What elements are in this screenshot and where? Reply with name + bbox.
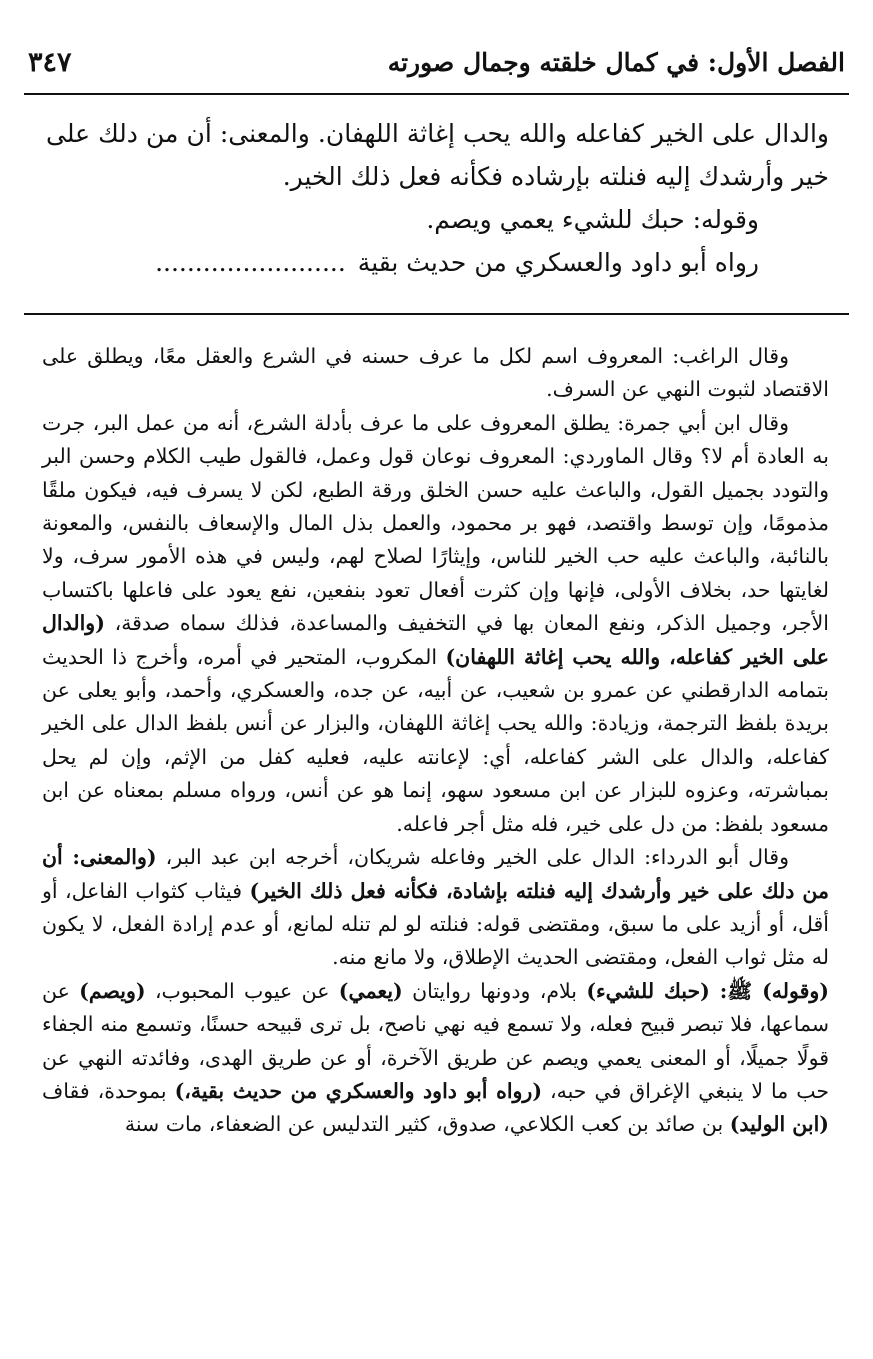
matn-block (46, 112, 829, 284)
page-number: ٣٤٧ (28, 46, 72, 78)
header-divider (24, 93, 849, 95)
commentary-block (42, 340, 829, 1142)
commentary-paragraph: وقال الراغب: المعروف اسم لكل ما عرف حسنه في الشرع والعقل معًا، ويطلق على الاقتصاد لثبوت النهي عن السرف. (42, 344, 829, 402)
commentary-text: بن صائد بن كعب الكلاعي، صدوق، كثير التدليس عن الضعفاء، مات سنة (124, 1112, 730, 1137)
commentary-text: فيثاب كثواب الفاعل، أو أقل، أو أزيد على ما سبق، ومقتضى قوله: فنلته لو لم تنله لمانع، أو عدم إرادة الفعل، لا يكون له مثل ثواب الفعل، ومقتضى الحديث الإطلاق، ولا مانع منه. (42, 878, 829, 970)
matn-line: والدال على الخير كفاعله والله يحب إغاثة اللهفان. والمعنى: أن من دلك على خير وأرشدك إليه فنلته بإرشاده فكأنه فعل ذلك الخير. (46, 119, 829, 191)
quoted-matn: (والمعنى: أن من دلك على خير وأرشدك إليه فنلته بإشادة، فكأنه فعل ذلك الخير) (42, 845, 830, 903)
quoted-matn: (ويصم) (79, 978, 146, 1003)
commentary-paragraph (42, 975, 829, 1142)
quoted-matn: (رواه أبو داود والعسكري من حديث بقية،) (174, 1078, 543, 1103)
commentary-text: وقال ابن أبي جمرة: يطلق المعروف على ما عرف بأدلة الشرع، أنه من عمل البر، جرت به العادة أم لا؟ وقال الماوردي: المعروف نوعان قول وعمل، فالقول طيب الكلام وحسن البر والتودد بجميل القول، والباعث عليه حسن الخلق ورقة الطبع، لكن لا يسرف فيه، فيكون ملقًا مذمومًا، وإن توسط واقتصد، فهو بر محمود، والعمل بذل المال والإسعاف بالنفس، والمعونة بالنائبة، والباعث عليه حب الخير للناس، وإيثارًا لصلاح لهم، وليس في هذه الأمور سرف، ولا لغايتها حد، بخلاف الأولى، فإنها وإن كثرت أفعال تعود بنفعين، نفع يعود على فاعلها باكتساب الأجر، وجميل الذكر، ونفع المعان بها في التخفيف والمساعدة، فذلك سماه صدقة، (42, 410, 829, 636)
commentary-text: عن عيوب المحبوب، (145, 978, 339, 1003)
matn-narration: رواه أبو داود والعسكري من حديث بقية (357, 248, 759, 277)
quoted-matn: (ابن الوليد) (729, 1112, 829, 1137)
commentary-text: وقال أبو الدرداء: الدال على الخير وفاعله شريكان، أخرجه ابن عبد البر، (156, 845, 789, 870)
matn-divider (24, 313, 849, 315)
matn-narration-line (46, 241, 829, 284)
commentary-text: عن سماعها، فلا تبصر قبيح فعله، ولا تسمع فيه نهي ناصح، بل ترى قبيحه حسنًا، وتسمع منه الجفاء قولًا جميلًا، أو المعنى يعمي ويصم عن طريق الآخرة، أو عن طريق الهدى، وفائدته النهي عن حب ما لا ينبغي الإغراق في حبه، (42, 978, 829, 1103)
quoted-matn: (يعمي) (338, 978, 403, 1003)
quoted-matn: (والدال على الخير كفاعله، والله يحب إغاثة اللهفان) (42, 611, 829, 669)
matn-line: وقوله: حبك للشيء يعمي ويصم. (426, 205, 759, 234)
commentary-paragraph (42, 407, 829, 841)
commentary-text: بموحدة، فقاف (42, 1078, 175, 1103)
running-header (28, 40, 845, 84)
ellipsis-dots: ........................ (155, 248, 346, 277)
quoted-matn: (وقوله) ﷺ: (حبك للشيء) (586, 978, 829, 1003)
commentary-text: المكروب، المتحير في أمره، وأخرج ذا الحديث بتمامه الدارقطني عن عمرو بن شعيب، عن أبيه، عن جده، والعسكري، وأحمد، وأبو يعلى عن بريدة بلفظ الترجمة، وزيادة: والله يحب إغاثة اللهفان، والبزار عن أنس بلفظ الدال على الخير كفاعله، والدال على الشر كفاعله، أي: لإعانته عليه، فعليه كفل من الإثم، وإن لم يحل بمباشرته، وعزوه للبزار عن ابن مسعود سهو، إنما هو عن أنس، ورواه مسلم بمعناه عن ابن مسعود بلفظ: من دل على خير، فله مثل أجر فاعله. (42, 644, 829, 836)
commentary-text: بلام، ودونها روايتان (402, 978, 587, 1003)
commentary-paragraph (42, 841, 829, 975)
chapter-title: الفصل الأول: في كمال خلقته وجمال صورته (387, 47, 845, 77)
